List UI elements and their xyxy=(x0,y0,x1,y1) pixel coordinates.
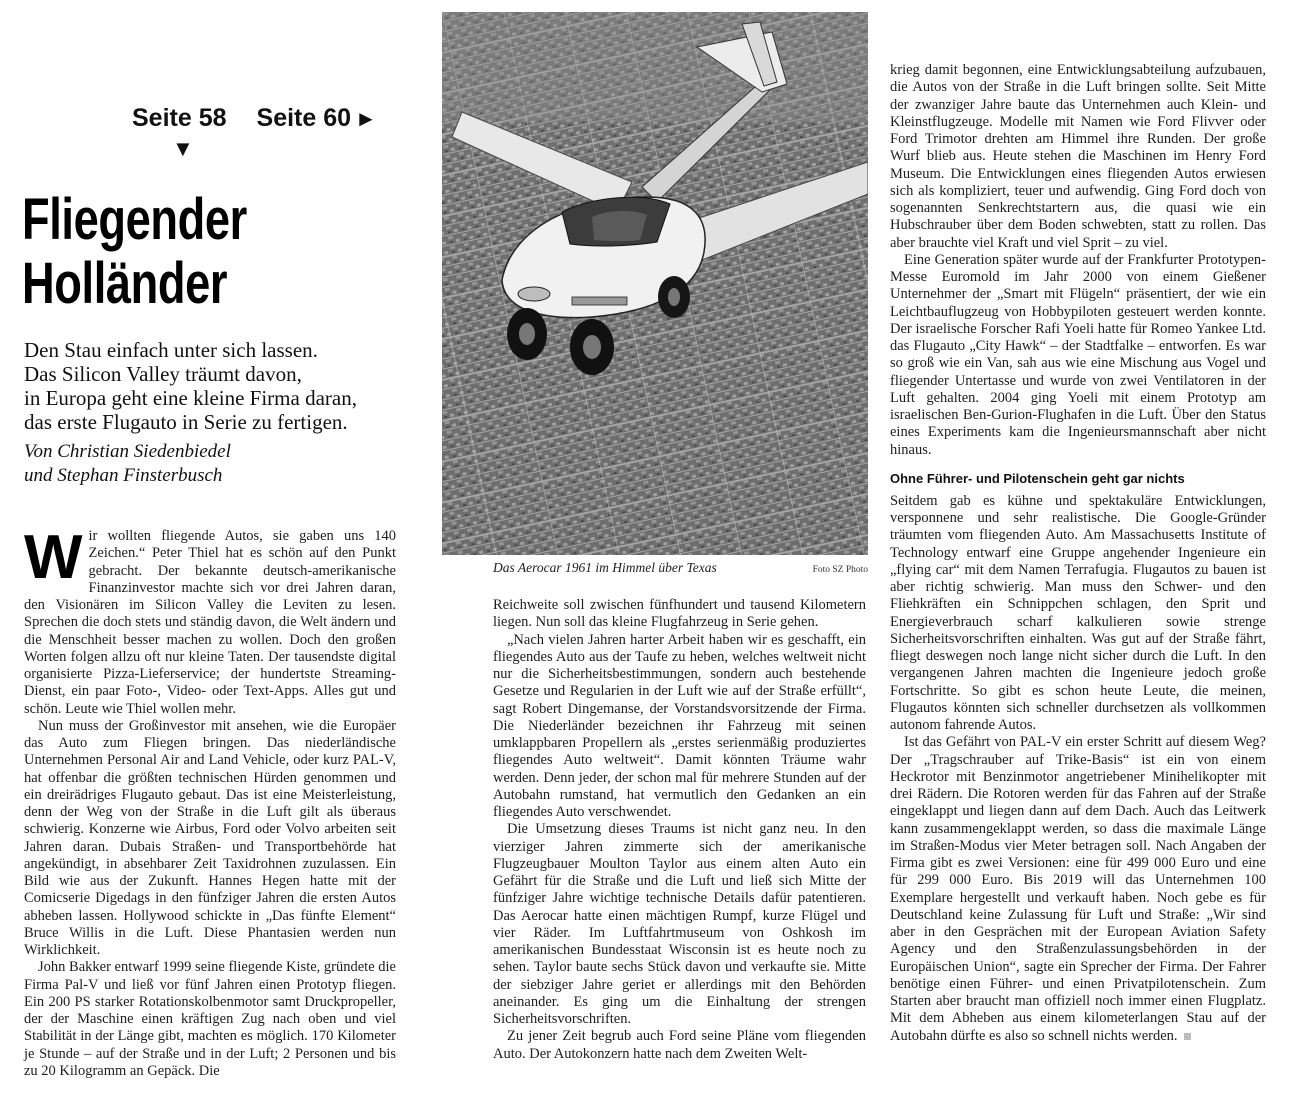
photo-credit: Foto SZ Photo xyxy=(812,565,868,575)
photo-caption xyxy=(493,560,868,576)
end-mark-icon xyxy=(1184,1033,1191,1040)
next-page-label: Seite 60 xyxy=(256,104,352,132)
article-paragraph xyxy=(24,523,396,718)
dek-line: in Europa geht eine kleine Firma daran, xyxy=(24,386,357,410)
article-paragraph: Seitdem gab es kühne und spektakuläre Entwicklungen, versponnene und sehr realistische. Die Google-Gründer träumten vom fliegenden Auto. Am Massachusetts Institute of Technology entwarf eine Gruppe angehender Ingenieure ein „flying car“ mit dem Namen Terrafugia. Flugautos zu bauen ist aber richtig schwierig. Man muss den Schwer- und den Fliehkräften ein Schnippchen schlagen, den Sprit und Energieverbrauch scharf kalkulieren sowie strenge Sicherheitsvorschriften einhalten. Was gut auf der Straße fährt, fliegt deswegen noch lange nicht sicher durch die Luft. In den vergangenen Jahren machten die Ingenieure jedoch große Fortschritte. So gibt es schon heute Leute, die meinen, Flugautos könnten sich schneller durchsetzen als vollkommen autonom fahrende Autos. xyxy=(890,492,1266,733)
byline-line: und Stephan Finsterbusch xyxy=(24,465,223,486)
dek-line: das erste Flugauto in Serie zu fertigen. xyxy=(24,410,348,434)
article-paragraph: krieg damit begonnen, eine Entwicklungsabteilung aufzubauen, die Autos von der Straße in die Luft bringen sollte. Seit Mitte der zwanziger Jahre baute das Unternehmen auch Klein- und Kleinstflugzeuge. Modelle mit Namen wie Ford Flivver oder Ford Trimotor drehten am Himmel ihre Runden. Der große Wurf blieb aus. Heute stehen die Maschinen im Henry Ford Museum. Die Entwicklungen eines fliegenden Autos erwiesen sich als kompliziert, teuer und aufwendig. Ging Ford doch von sogenannten Senkrechtstartern aus, die quasi wie ein Hubschrauber über dem Boden schwebten, statt zu rollen. Das aber brauchte viel Kraft und viel Sprit – zu viel. xyxy=(890,62,1266,251)
prev-page-link[interactable] xyxy=(132,104,227,161)
article-column-3 xyxy=(890,62,1266,1045)
byline-line: Von Christian Siedenbiedel xyxy=(24,441,231,462)
drop-cap: W xyxy=(24,523,83,592)
article-headline xyxy=(22,188,318,316)
byline xyxy=(24,440,404,488)
page-navigation xyxy=(132,104,377,161)
section-subheading: Ohne Führer- und Pilotenschein geht gar nichts xyxy=(890,470,1185,486)
headline-line-1: Fliegender xyxy=(22,187,247,252)
article-paragraph: Zu jener Zeit begrub auch Ford seine Pläne vom fliegenden Auto. Der Autokonzern hatte nach dem Zweiten Welt- xyxy=(493,1028,866,1062)
headline-line-2: Holländer xyxy=(22,251,228,316)
dek-line: Das Silicon Valley träumt davon, xyxy=(24,362,302,386)
arrow-right-icon: ► xyxy=(355,106,377,131)
article-paragraph: „Nach vielen Jahren harter Arbeit haben wir es geschafft, ein fliegendes Auto aus der Taufe zu heben, welches weltweit nicht nur die Sicherheitsbestimmungen, sondern auch bestehende Gesetze und Regularien in der Luft wie auf der Straße erfüllt“, sagt Robert Dingemanse, der Vorstandsvorsitzende der Firma. Die Niederländer bezeichnen ihr Fahrzeug mit seinen umklappbaren Propellern als „erstes serienmäßig produziertes fliegendes Auto weltweit“. Damit könnten Träume wahr werden. Denn jeder, der schon mal für mehrere Stunden auf der Autobahn rumstand, hat vermutlich den Gedanken an ein fliegendes Auto verschwendet. xyxy=(493,631,866,820)
paragraph-text: ir wollten fliegende Autos, sie gaben uns 140 Zeichen.“ Peter Thiel hat es schön auf den Punkt gebracht. Der bekannte deutsch-amerikanische Finanzinvestor machte sich vor drei Jahren daran, den Visionären im Silicon Valley die Leviten zu lesen. Sprechen die doch stets und ständig davon, die Welt ändern und die Menschheit besser machen zu wollen. Doch den großen Worten folgen allzu oft nur kleine Taten. Der tausendste digital organisierte Pizza-Lieferservice; der hundertste Streaming-Dienst, ein paar Foto-, Video- oder Text-Apps. Alles gut und schön. Leute wie Thiel wollen mehr. xyxy=(24,528,396,717)
aerocar-photo xyxy=(442,12,868,555)
aerocar-illustration xyxy=(442,12,868,555)
next-page-link[interactable] xyxy=(257,104,377,133)
article-column-2 xyxy=(493,597,866,1063)
prev-page-label: Seite 58 xyxy=(132,104,227,132)
arrow-down-icon: ▼ xyxy=(172,136,194,161)
dek-line: Den Stau einfach unter sich lassen. xyxy=(24,338,318,362)
article-dek xyxy=(24,338,404,434)
article-column-1 xyxy=(24,523,396,1080)
article-paragraph: Reichweite soll zwischen fünfhundert und tausend Kilometern liegen. Nun soll das kleine Flugfahrzeug in Serie gehen. xyxy=(493,597,866,631)
article-paragraph: John Bakker entwarf 1999 seine fliegende Kiste, gründete die Firma Pal-V und ließ vor fünf Jahren einen Prototyp fliegen. Ein 200 PS starker Rotationskolbenmotor samt Druckpropeller, der der Maschine einen kräftigen Zug nach oben und viel Stabilität in der Länge gibt, machten es möglich. 170 Kilometer je Stunde – auf der Straße und in der Luft; 2 Personen und bis zu 20 Kilogramm an Gepäck. Die xyxy=(24,959,396,1079)
caption-text: Das Aerocar 1961 im Himmel über Texas xyxy=(493,560,717,575)
article-paragraph: Die Umsetzung dieses Traums ist nicht ganz neu. In den vierziger Jahren zimmerte sich der amerikanische Flugzeugbauer Moulton Taylor aus einem alten Auto ein Gefährt für die Straße und die Luft und ließ sich Mitte der fünfziger Jahre wichtige technische Details dafür patentieren. Das Aerocar hatte einen mächtigen Rumpf, kurze Flügel und vier Räder. Im Luftfahrtmuseum von Oshkosh im amerikanischen Bundesstaat Wisconsin ist es heute noch zu sehen. Taylor baute sechs Stück davon und verkaufte sie. Mitte der siebziger Jahre geriet er allerdings mit den Behörden aneinander. Es ging um die Einhaltung der strengen Sicherheitsvorschriften. xyxy=(493,821,866,1027)
article-paragraph: Eine Generation später wurde auf der Frankfurter Prototypen-Messe Euromold im Jahr 2000 von einem Gießener Unternehmer der „Smart mit Flügeln“ präsentiert, der wie ein Leichtbauflugzeug von Hobbypiloten gesteuert werden konnte. Der israelische Forscher Rafi Yoeli hatte für Romeo Yankee Ltd. das Flugauto „City Hawk“ – der Stadtfalke – entworfen. Es war so groß wie ein Van, sah aus wie eine Mischung aus Vogel und fliegender Untertasse und wurde von zwei Ventilatoren in der Luft gehalten. 2004 ging Yoeli mit einem Prototyp am israelischen Ben-Gurion-Flughafen in die Luft. Über den Status eines Experiments kam die Ingenieursmannschaft aber nicht hinaus. xyxy=(890,251,1266,458)
article-paragraph: Nun muss der Großinvestor mit ansehen, wie die Europäer das Auto zum Fliegen bringen. Das niederländische Unternehmen Personal Air and Land Vehicle, oder kurz PAL-V, hat offenbar die größten technischen Hürden genommen und ein dreirädriges Flugauto gebaut. Das ist eine Meisterleistung, denn der Weg von der Straße in die Luft gilt als überaus schwierig. Konzerne wie Airbus, Ford oder Volvo arbeiten seit Jahren daran. Dubais Straßen- und Transportbehörde hat angekündigt, in absehbarer Zeit Taxidrohnen zuzulassen. Ein Bild wie aus der Zukunft. Hannes Hegen hatte mit der Comicserie Digedags in den fünfziger Jahren die ersten Autos abheben lassen. Hollywood schickte in „Das fünfte Element“ Bruce Willis in die Luft. Diese Phantasien werden nun Wirklichkeit. xyxy=(24,717,396,958)
paragraph-text: Ist das Gefährt von PAL-V ein erster Schritt auf diesem Weg? Der „Tragschrauber auf Trike-Basis“ ist ein von einem Heckrotor mit Benzinmotor angetriebener Minihelikopter mit drei Rädern. Die Rotoren werden für das Fahren auf der Straße eingeklappt und liegen dann auf dem Dach. Auch das Leitwerk kann zusammengeklappt werden, so dass die maximale Länge im Straßen-Modus vier Meter betragen soll. Nach Angaben der Firma gibt es zwei Versionen: eine für 499 000 Euro und eine für 299 000 Euro. Bis 2019 will das Unternehmen 100 Exemplare hergestellt und verkauft haben. Noch gebe es für Deutschland keine Zulassung für Luft und Straße: „Wir sind aber in den Gesprächen mit der European Aviation Safety Agency und den Straßenzulassungsbehörden in der Europäischen Union“, sagte ein Sprecher der Firma. Der Fahrer benötige einen Führer- und einen Privatpilotenschein. Zum Starten aber braucht man offiziell noch immer einen Flugplatz. Mit dem Abheben aus einem kilometerlangen Stau auf der Autobahn dürfte es also so schnell nichts werden. xyxy=(890,734,1266,1044)
article-paragraph xyxy=(890,734,1266,1045)
